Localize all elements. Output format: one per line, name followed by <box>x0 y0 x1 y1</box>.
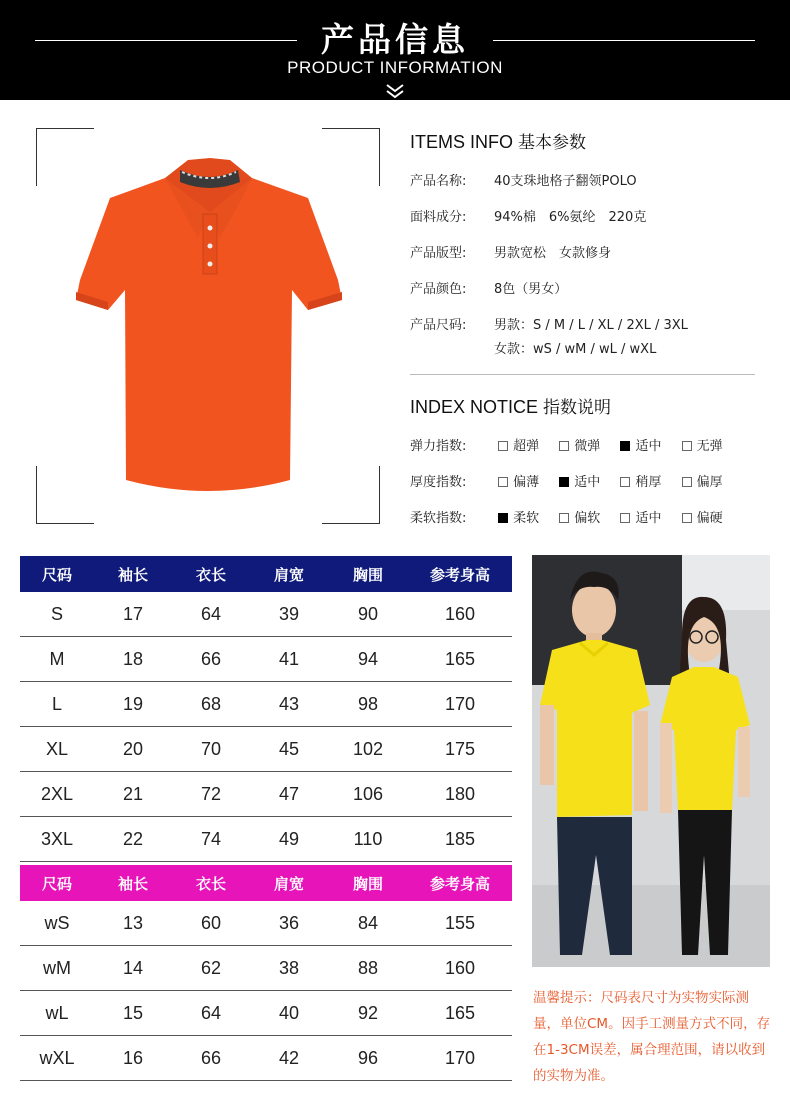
table-row <box>20 991 512 1036</box>
table-cell: 20 <box>122 738 144 759</box>
table-cell: 96 <box>357 1047 379 1068</box>
info-row-name <box>410 170 637 189</box>
table-header-cell: 尺码 <box>41 565 72 584</box>
info-row-color <box>410 278 567 297</box>
table-header-cell: 衣长 <box>195 874 226 893</box>
table-cell: 180 <box>444 783 476 804</box>
page-subtitle: PRODUCT INFORMATION <box>287 58 503 77</box>
table-cell: wL <box>45 1002 69 1023</box>
index-option <box>620 471 661 490</box>
info-row-fabric <box>410 206 646 225</box>
checkbox-icon <box>620 477 630 487</box>
info-value: 男款：S / M / L / XL / 2XL / 3XL <box>494 318 688 333</box>
table-cell: 102 <box>352 738 384 759</box>
checkbox-icon <box>559 441 569 451</box>
table-header-row <box>20 865 512 901</box>
size-table-women <box>20 865 512 1081</box>
table-cell: 70 <box>200 738 222 759</box>
checkbox-icon <box>682 477 692 487</box>
checkbox-icon <box>498 441 508 451</box>
table-cell: 49 <box>278 828 300 849</box>
table-cell: 19 <box>122 693 144 714</box>
index-option <box>620 507 661 526</box>
table-cell: 47 <box>278 783 300 804</box>
checkbox-icon <box>498 477 508 487</box>
size-note: 温馨提示：尺码表尺寸为实物实际测量，单位CM。因手工测量方式不同，存在1-3CM误差，属合理范围，请以收到的实物为准。 <box>533 990 771 1084</box>
index-option-label: 超弹 <box>513 439 540 454</box>
table-cell: 90 <box>357 603 379 624</box>
info-value: 男款宽松 女款修身 <box>494 246 612 261</box>
index-label: 弹力指数: <box>410 439 467 454</box>
table-cell: 185 <box>444 828 476 849</box>
info-label: 面料成分: <box>410 210 467 225</box>
couple-models-image <box>532 555 770 967</box>
table-cell: 66 <box>200 648 222 669</box>
index-option-label: 适中 <box>635 439 662 454</box>
table-header-cell: 胸围 <box>352 874 383 893</box>
table-header-cell: 肩宽 <box>273 874 304 893</box>
index-label: 柔软指数: <box>410 511 467 526</box>
table-cell: 15 <box>122 1002 144 1023</box>
items-info-title <box>410 128 586 153</box>
table-cell: 68 <box>200 693 222 714</box>
info-row-size-women <box>410 338 656 357</box>
table-cell: wS <box>44 912 70 933</box>
section-divider <box>410 374 755 375</box>
table-row <box>20 727 512 772</box>
table-cell: 106 <box>352 783 384 804</box>
index-option-label: 适中 <box>574 475 601 490</box>
table-header-cell: 参考身高 <box>429 565 490 584</box>
index-notice-title <box>410 393 611 418</box>
index-notice-title-cn: 指数说明 <box>543 398 612 418</box>
table-row <box>20 901 512 946</box>
checkbox-checked-icon <box>498 513 508 523</box>
info-label: 产品名称: <box>410 174 467 189</box>
table-header-cell: 肩宽 <box>273 565 304 584</box>
table-cell: 43 <box>278 693 300 714</box>
checkbox-icon <box>682 441 692 451</box>
table-cell: wM <box>43 957 71 978</box>
checkbox-icon <box>682 513 692 523</box>
index-row-softness <box>410 507 739 526</box>
table-cell: 110 <box>353 828 383 849</box>
index-option <box>620 435 661 454</box>
info-value: 女款：wS / wM / wL / wXL <box>494 342 657 357</box>
table-row <box>20 946 512 991</box>
index-option <box>682 435 723 454</box>
table-cell: 39 <box>278 603 300 624</box>
index-option-label: 偏软 <box>574 511 601 526</box>
table-cell: 66 <box>200 1047 222 1068</box>
table-cell: 155 <box>444 912 476 933</box>
table-cell: 41 <box>278 648 300 669</box>
table-cell: 3XL <box>40 828 74 849</box>
info-label: 产品颜色: <box>410 282 467 297</box>
table-cell: 64 <box>200 603 222 624</box>
table-row <box>20 592 512 637</box>
table-cell: 88 <box>357 957 379 978</box>
info-value: 94%棉 6%氨纶 220克 <box>494 210 647 225</box>
checkbox-icon <box>559 513 569 523</box>
checkbox-icon <box>620 513 630 523</box>
table-cell: 72 <box>200 783 222 804</box>
index-option-label: 柔软 <box>513 511 540 526</box>
double-chevron-down-icon <box>384 82 406 100</box>
index-option-label: 偏硬 <box>696 511 723 526</box>
index-option <box>559 507 600 526</box>
table-cell: 74 <box>200 828 222 849</box>
index-option <box>498 507 539 526</box>
index-option <box>682 507 723 526</box>
table-header-cell: 袖长 <box>117 565 148 584</box>
table-row <box>20 817 512 862</box>
table-cell: 45 <box>278 738 300 759</box>
index-option <box>682 471 723 490</box>
table-cell: XL <box>45 738 69 759</box>
info-label: 产品版型: <box>410 246 467 261</box>
info-row-size <box>410 314 688 333</box>
table-cell: L <box>51 693 62 714</box>
table-cell: 170 <box>444 1047 476 1068</box>
table-cell: wXL <box>39 1047 75 1068</box>
table-cell: 18 <box>122 648 144 669</box>
table-cell: 38 <box>278 957 300 978</box>
header-banner <box>0 0 790 100</box>
table-cell: 36 <box>278 912 300 933</box>
index-option-label: 偏厚 <box>696 475 723 490</box>
header-divider-right <box>493 40 755 41</box>
table-cell: 40 <box>278 1002 300 1023</box>
table-cell: 94 <box>357 648 379 669</box>
info-value: 40支珠地格子翻领POLO <box>494 174 637 189</box>
table-header-cell: 胸围 <box>352 565 383 584</box>
info-value: 8色（男女） <box>494 282 568 297</box>
table-row <box>20 682 512 727</box>
table-cell: 22 <box>122 828 144 849</box>
index-option-label: 适中 <box>635 511 662 526</box>
table-cell: 64 <box>200 1002 222 1023</box>
index-option <box>559 471 600 490</box>
items-info-title-en: ITEMS INFO <box>410 132 513 152</box>
table-cell: 165 <box>444 1002 476 1023</box>
index-row-thickness <box>410 471 739 490</box>
table-cell: 16 <box>122 1047 144 1068</box>
index-option-label: 微弹 <box>574 439 601 454</box>
table-cell: 170 <box>444 693 476 714</box>
model-photo <box>532 555 770 967</box>
product-image-frame <box>36 128 380 524</box>
table-cell: 60 <box>200 912 222 933</box>
index-option-label: 无弹 <box>696 439 723 454</box>
info-row-fit <box>410 242 611 261</box>
table-cell: 160 <box>444 603 476 624</box>
index-notice-title-en: INDEX NOTICE <box>410 397 539 417</box>
table-header-cell: 参考身高 <box>429 874 490 893</box>
table-cell: 175 <box>444 738 476 759</box>
index-option <box>498 471 539 490</box>
table-cell: 14 <box>122 957 144 978</box>
table-row <box>20 772 512 817</box>
index-option-label: 稍厚 <box>635 475 662 490</box>
info-label: 产品尺码: <box>410 318 467 333</box>
index-option <box>559 435 600 454</box>
checkbox-checked-icon <box>620 441 630 451</box>
table-cell: M <box>49 648 65 669</box>
table-cell: 62 <box>200 957 222 978</box>
index-row-elasticity <box>410 435 739 454</box>
table-cell: S <box>50 603 63 624</box>
orange-polo-shirt-image <box>70 150 346 502</box>
table-header-row <box>20 556 512 592</box>
index-label: 厚度指数: <box>410 475 467 490</box>
index-option-label: 偏薄 <box>513 475 540 490</box>
table-cell: 13 <box>122 912 144 933</box>
size-table-men <box>20 556 512 862</box>
table-cell: 21 <box>122 783 144 804</box>
table-header-cell: 尺码 <box>41 874 72 893</box>
table-header-cell: 袖长 <box>117 874 148 893</box>
table-row <box>20 637 512 682</box>
table-header-cell: 衣长 <box>195 565 226 584</box>
index-option <box>498 435 539 454</box>
table-row <box>20 1036 512 1081</box>
page-title: 产品信息 <box>321 20 469 59</box>
table-cell: 98 <box>357 693 379 714</box>
table-cell: 2XL <box>40 783 74 804</box>
table-cell: 165 <box>444 648 476 669</box>
table-cell: 92 <box>357 1002 379 1023</box>
table-cell: 84 <box>357 912 379 933</box>
checkbox-checked-icon <box>559 477 569 487</box>
table-cell: 42 <box>278 1047 300 1068</box>
items-info-title-cn: 基本参数 <box>518 133 587 153</box>
table-cell: 160 <box>444 957 476 978</box>
table-cell: 17 <box>122 603 144 624</box>
